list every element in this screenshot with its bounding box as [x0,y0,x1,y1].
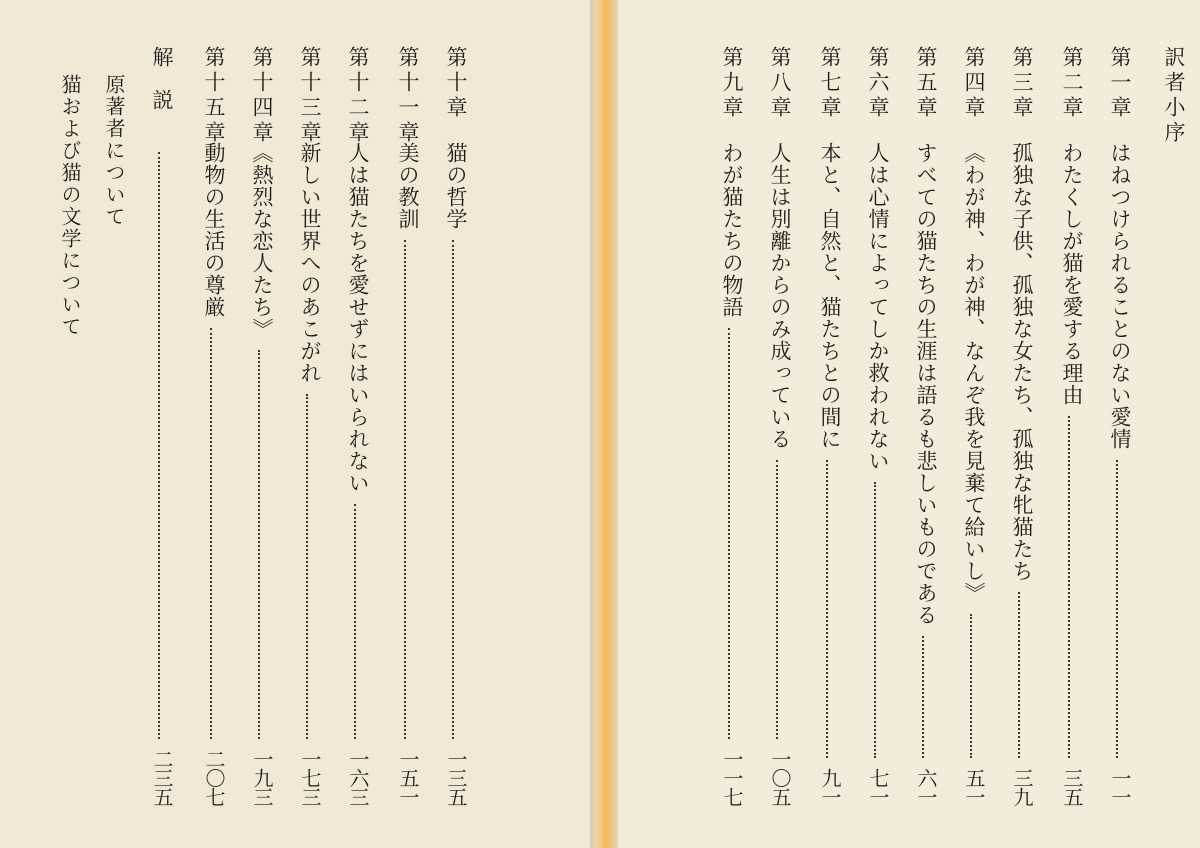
page-number: 一一 [1108,768,1132,806]
preface-heading-text: 訳者小序 [1162,46,1186,146]
chapter-label: 第三章 [1010,46,1034,121]
dot-leader [776,460,778,739]
page-number: 一〇五 [768,749,792,806]
dot-leader [728,328,730,739]
chapter-title: 本と、自然と、猫たちとの間に [818,142,842,450]
page-number: 一九三 [250,749,274,806]
chapter-label: 第十三章 [298,46,322,146]
dot-leader [826,460,828,758]
kaisetsu-subtitle: 猫および猫の文学について [58,74,82,338]
chapter-title: 猫の哲学 [444,142,468,230]
kaisetsu-sub-2 [56,74,80,404]
toc-entry-ch12 [342,46,368,806]
chapter-label: 第十一章 [396,46,420,146]
page-number: 七一 [866,768,890,806]
page-number: 三九 [1010,768,1034,806]
chapter-title: 動物の生活の尊厳 [202,142,226,318]
chapter-title: わたくしが猫を愛する理由 [1060,142,1084,406]
dot-leader [452,240,454,739]
dot-leader [258,350,260,739]
toc-entry-ch8 [764,46,790,806]
dot-leader [1116,460,1118,758]
chapter-title: はねつけられることのない愛情 [1108,142,1132,450]
page-number: 五一 [962,768,986,806]
chapter-title: 人は猫たちを愛せずにはいられない [346,142,370,494]
chapter-label: 第九章 [720,46,744,121]
toc-entry-ch4 [958,46,984,806]
chapter-label: 第一章 [1108,46,1132,121]
page-number: 一三五 [444,749,468,806]
chapter-label: 第五章 [914,46,938,121]
toc-entry-ch14 [246,46,272,806]
chapter-label: 第十二章 [346,46,370,146]
chapter-title: 孤独な子供、孤独な女たち、孤独な牝猫たち [1010,142,1034,582]
kaisetsu-sub-1 [100,74,124,374]
chapter-label: 第十四章 [250,46,274,146]
dot-leader [874,482,876,758]
chapter-title: 新しい世界へのあこがれ [298,142,322,384]
page-number: 一一七 [720,749,744,806]
book-gutter [590,0,618,848]
chapter-title: 人は心情によってしか救われない [866,142,890,472]
chapter-label: 第六章 [866,46,890,121]
dot-leader [1018,592,1020,758]
chapter-title: 《熱烈な恋人たち》 [250,142,274,340]
page-number: 三五 [1060,768,1084,806]
toc-entry-ch7 [814,46,840,806]
toc-entry-ch6 [862,46,888,806]
dot-leader [922,636,924,758]
toc-entry-ch3 [1006,46,1032,806]
dot-leader [1068,416,1070,758]
toc-entry-ch5 [910,46,936,806]
kaisetsu-subtitle: 原著者について [102,74,126,228]
kaisetsu-label: 解説 [150,46,174,132]
chapter-label: 第八章 [768,46,792,121]
toc-entry-ch9 [716,46,742,806]
toc-entry-ch2 [1056,46,1082,806]
dot-leader [354,504,356,739]
toc-entry-ch11 [392,46,418,806]
dot-leader [158,152,160,739]
chapter-label: 第二章 [1060,46,1084,121]
preface-heading [1158,46,1184,806]
toc-entry-ch1 [1104,46,1130,806]
toc-entry-kaisetsu [146,46,172,806]
chapter-label: 第十五章 [202,46,226,146]
dot-leader [404,240,406,739]
page-number: 二〇七 [202,749,226,806]
chapter-label: 第七章 [818,46,842,121]
toc-entry-ch13 [294,46,320,806]
toc-entry-ch15 [198,46,224,806]
toc-entry-ch10 [440,46,466,806]
chapter-title: 人生は別離からのみ成っている [768,142,792,450]
page-number: 一五一 [396,749,420,806]
page-number: 九一 [818,768,842,806]
page-number: 二三五 [150,749,174,806]
dot-leader [210,328,212,739]
dot-leader [306,394,308,739]
chapter-label: 第十章 [444,46,468,121]
chapter-title: わが猫たちの物語 [720,142,744,318]
page-number: 一六三 [346,749,370,806]
chapter-label: 第四章 [962,46,986,121]
chapter-title: すべての猫たちの生涯は語るも悲しいものである [914,142,938,626]
chapter-title: 美の教訓 [396,142,420,230]
page-number: 一七三 [298,749,322,806]
page-number: 六一 [914,768,938,806]
dot-leader [970,614,972,758]
chapter-title: 《わが神、わが神、なんぞ我を見棄て給いし》 [962,142,986,604]
